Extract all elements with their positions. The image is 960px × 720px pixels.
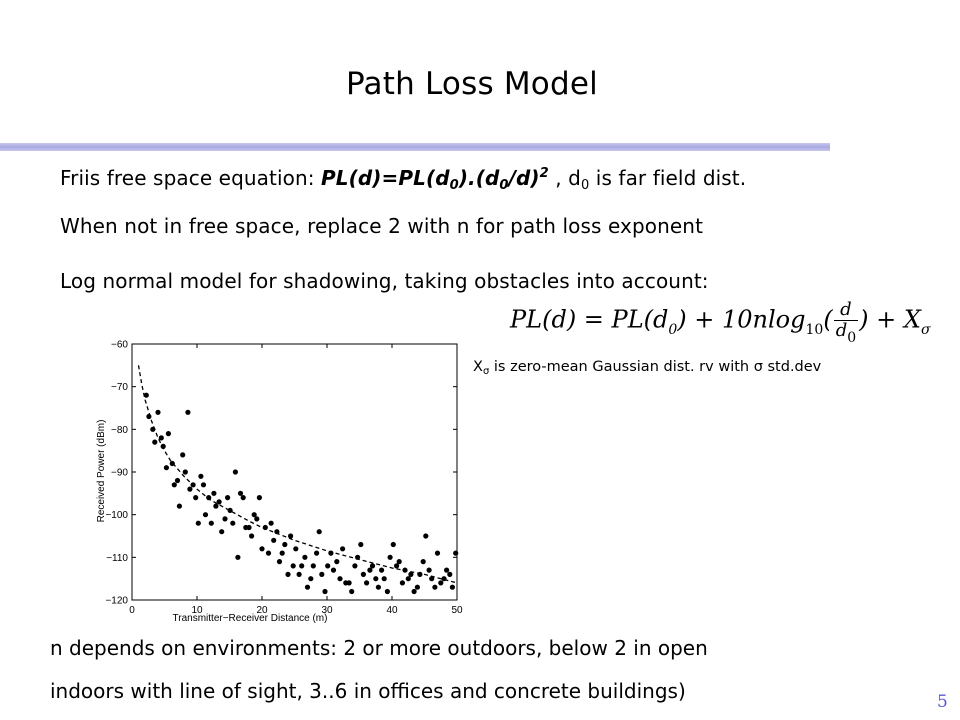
data-point [412,589,417,594]
data-point [230,521,235,526]
eq-mid: ) + 10nlog [677,305,806,334]
data-point [376,585,381,590]
data-point [246,525,251,530]
data-point [175,478,180,483]
data-point [291,563,296,568]
data-point [235,555,240,560]
data-point [155,410,160,415]
data-point [319,572,324,577]
data-point [282,542,287,547]
data-point [417,572,422,577]
friis-suffix-a: , d [548,166,581,190]
friis-formula-c-sup: 2 [539,166,549,181]
note-x-sub: σ [482,366,490,377]
data-point [385,589,390,594]
data-point [259,546,264,551]
x-tick-label: 30 [321,605,333,616]
data-point [213,504,218,509]
data-point [322,589,327,594]
gaussian-note [473,359,821,375]
data-point [361,572,366,577]
x-tick-label: 20 [256,605,268,616]
data-point [238,491,243,496]
data-point [285,572,290,577]
data-point [347,580,352,585]
data-point [423,533,428,538]
friis-formula-a-sub: 0 [449,178,459,193]
data-point [429,576,434,581]
y-tick-label: −100 [105,510,128,522]
data-point [170,461,175,466]
data-point [408,572,413,577]
data-point [269,521,274,526]
data-point [337,576,342,581]
data-point [441,576,446,581]
data-point [432,585,437,590]
eq-lhs-sub: 0 [668,321,678,338]
data-point [254,516,259,521]
note-x: X [473,359,483,375]
data-point [358,542,363,547]
eq-open: ( [823,305,833,334]
log-normal-equation [510,299,931,346]
eq-lhs: PL(d) = PL(d [510,305,669,334]
data-point [146,414,151,419]
data-point [225,495,230,500]
data-point [421,559,426,564]
data-point [382,576,387,581]
data-point [172,482,177,487]
y-tick-label: −60 [111,339,128,351]
y-tick-label: −80 [111,424,128,436]
data-point [402,568,407,573]
data-point [277,559,282,564]
data-point [397,559,402,564]
data-point [177,504,182,509]
data-point [183,469,188,474]
data-point [217,499,222,504]
data-point [415,585,420,590]
x-tick-label: 10 [191,605,203,616]
data-point [271,538,276,543]
data-point [364,580,369,585]
y-tick-label: −120 [105,595,128,607]
path-loss-scatter-chart [92,336,472,626]
data-point [388,555,393,560]
data-point [427,568,432,573]
friis-line [60,166,747,193]
friis-formula-a: PL(d)=PL(d [321,166,450,190]
log-normal-line: Log normal model for shadowing, taking obstacles into account: [60,269,709,293]
data-point [293,546,298,551]
data-point [297,572,302,577]
data-point [193,495,198,500]
page-number: 5 [937,692,948,712]
y-tick-label: −70 [111,382,128,394]
data-point [340,546,345,551]
y-axis-label: Received Power (dBm) [96,419,107,523]
data-point [198,474,203,479]
eq-log-sub: 10 [805,321,824,338]
data-point [159,435,164,440]
data-point [370,563,375,568]
data-point [233,469,238,474]
data-point [314,551,319,556]
data-point [185,410,190,415]
data-point [222,516,227,521]
eq-frac-den [834,320,858,346]
data-point [308,576,313,581]
eq-close: ) + X [859,305,921,334]
friis-formula-b-sub: 0 [499,178,509,193]
data-point [266,551,271,556]
x-axis-label: Transmitter−Receiver Distance (m) [172,613,328,624]
data-point [274,529,279,534]
data-point [209,521,214,526]
data-point [263,525,268,530]
friis-formula-c: /d) [508,166,540,190]
slide-title: Path Loss Model [346,66,598,102]
plot-frame [132,344,457,600]
friis-prefix: Friis free space equation: [60,166,322,190]
data-point [257,495,262,500]
data-point [391,542,396,547]
data-point [447,572,452,577]
data-point [325,563,330,568]
note-text: is zero-mean Gaussian dist. rv with σ std.dev [489,359,822,375]
eq-x-sub: σ [920,321,931,338]
data-point [299,563,304,568]
data-point [152,440,157,445]
x-tick-label: 0 [129,605,135,616]
x-tick-label: 50 [451,605,463,616]
data-point [249,533,254,538]
data-point [435,551,440,556]
data-point [349,589,354,594]
data-point [328,551,333,556]
data-point [211,491,216,496]
data-point [144,393,149,398]
eq-frac-num: d [834,300,858,321]
title-underline [0,143,830,151]
friis-formula-b: ).(d [458,166,500,190]
data-point [206,495,211,500]
eq-frac-den-sub: 0 [847,330,857,346]
data-point [280,551,285,556]
not-free-space-line: When not in free space, replace 2 with n for path loss exponent [60,214,704,238]
environment-note-line1: n depends on environments: 2 or more outdoors, below 2 in open [50,636,708,660]
data-point [438,580,443,585]
data-point [302,555,307,560]
data-point [311,563,316,568]
data-point [219,529,224,534]
data-point [191,482,196,487]
friis-formula [321,166,549,193]
data-point [352,563,357,568]
data-point [444,568,449,573]
x-tick-label: 40 [386,605,398,616]
data-point [379,568,384,573]
data-point [331,568,336,573]
eq-frac-den-base: d [835,320,848,341]
friis-suffix-sub: 0 [580,178,590,193]
data-point [373,576,378,581]
friis-suffix-b: is far field dist. [589,166,747,190]
data-point [400,580,405,585]
data-point [196,521,201,526]
data-point [288,533,293,538]
y-tick-label: −90 [111,467,128,479]
data-point [180,452,185,457]
data-point [166,431,171,436]
data-point [228,508,233,513]
data-point [317,529,322,534]
data-point [305,585,310,590]
data-point [355,555,360,560]
data-point [187,487,192,492]
data-point [241,495,246,500]
y-tick-label: −110 [106,552,128,564]
data-point [453,551,458,556]
data-point [201,482,206,487]
data-point [164,465,169,470]
data-point [150,427,155,432]
data-point [203,512,208,517]
environment-note-line2: indoors with line of sight, 3..6 in offices and concrete buildings) [50,679,686,703]
data-point [161,444,166,449]
data-point [450,585,455,590]
data-point [334,559,339,564]
eq-fraction [834,299,858,346]
